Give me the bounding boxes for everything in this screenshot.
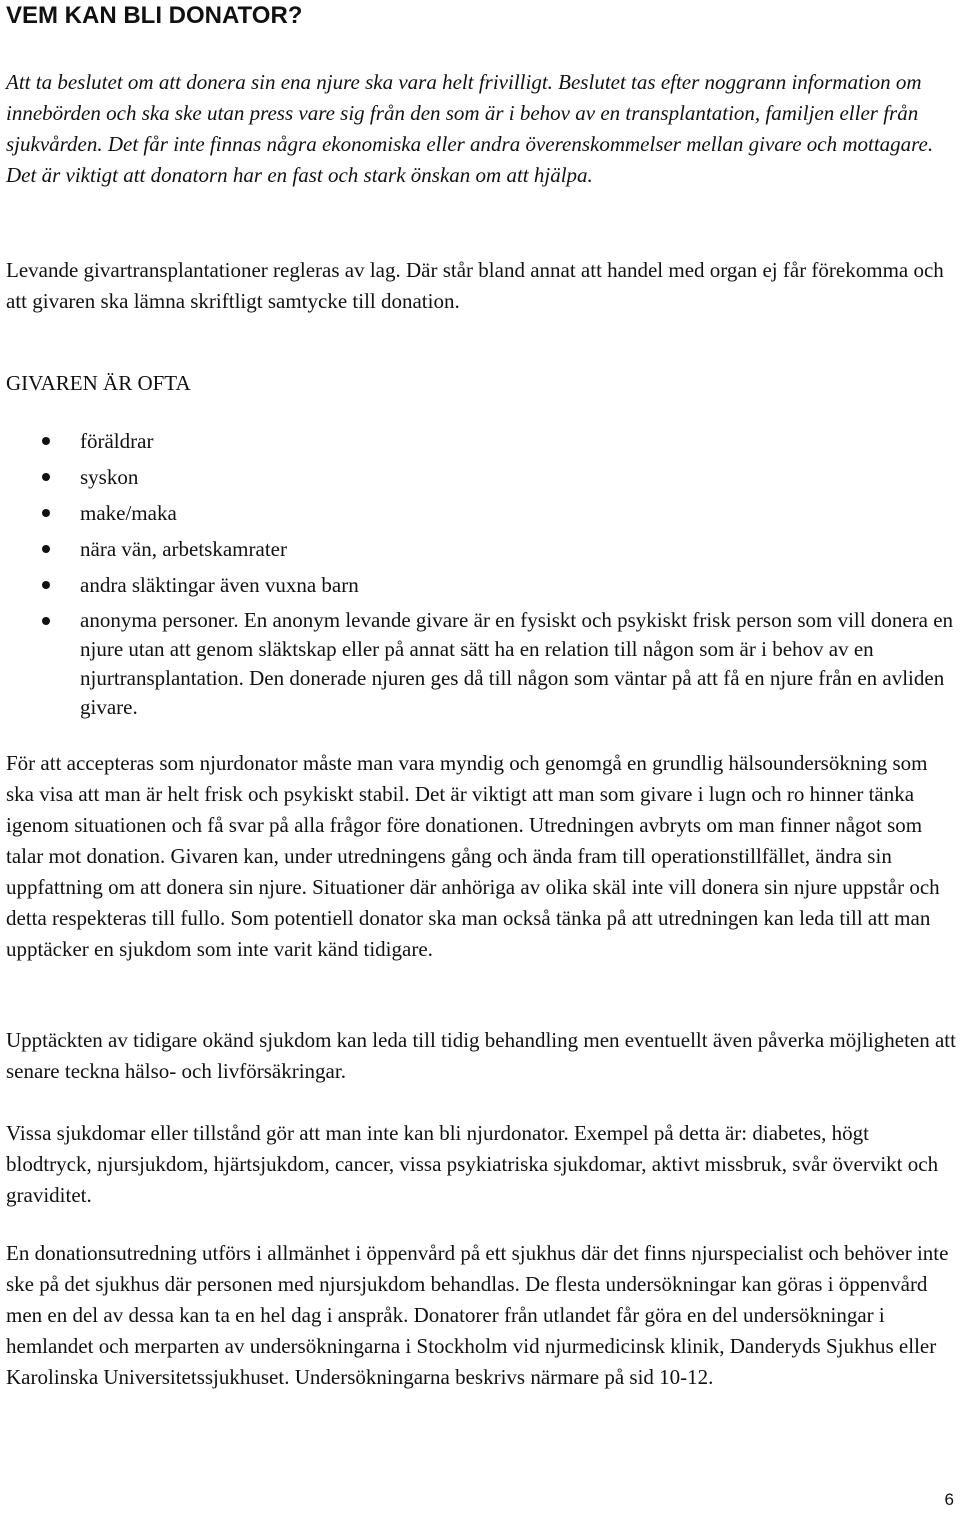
- list-item: anonyma personer. En anonym levande givare är en fysiskt och psykiskt frisk person som vill donera en njure utan att genom släktskap eller på annat sätt ha en relation till någon som är i behov av en njurtransplantation. Den donerade njuren ges då till någon som väntar på att få en njure från en avliden givare.: [6, 606, 958, 722]
- body-paragraph: En donationsutredning utförs i allmänhet i öppenvård på ett sjukhus där det finns njurspecialist och behöver inte ske på det sjukhus där personen med njursjukdom behandlas. De flesta undersökningar kan göras i öppenvård men en del av dessa kan ta en hel dag i anspråk. Donatorer från utlandet får göra en del undersökningar i hemlandet och merparten av undersökningarna i Stockholm vid njurmedicinsk klinik, Danderyds Sjukhus eller Karolinska Universitetssjukhuset. Undersökningarna beskrivs närmare på sid 10-12.: [6, 1241, 949, 1389]
- page-number: 6: [944, 1490, 954, 1509]
- bullet-icon: [42, 437, 50, 445]
- list-item: andra släktingar även vuxna barn: [6, 567, 958, 603]
- givers-list: [6, 423, 958, 722]
- body-paragraph: För att accepteras som njurdonator måste man vara myndig och genomgå en grundlig hälsoundersökning som ska visa att man är helt frisk och psykiskt stabil. Det är viktigt att man som givare i lugn och ro hinner tänka igenom situationen och få svar på alla frågor före donationen. Utredningen avbryts om man finner något som talar mot donation. Givaren kan, under utredningens gång och ända fram till operationstillfället, ändra sin uppfattning om att donera sin njure. Situationer där anhöriga av olika skäl inte vill donera sin njure uppstår och detta respekteras till fullo. Som potentiell donator ska man också tänka på att utredningen kan leda till att man upptäcker en sjukdom som inte varit känd tidigare.: [6, 751, 940, 961]
- body-paragraph: Upptäckten av tidigare okänd sjukdom kan leda till tidig behandling men eventuellt även påverka möjligheten att senare teckna hälso- och livförsäkringar.: [6, 1028, 956, 1083]
- bullet-icon: [42, 545, 50, 553]
- bullet-icon: [42, 581, 50, 589]
- givers-heading: GIVAREN ÄR OFTA: [6, 371, 191, 395]
- bullet-icon: [42, 617, 50, 625]
- list-item: make/maka: [6, 495, 958, 531]
- intro-paragraph: Att ta beslutet om att donera sin ena njure ska vara helt frivilligt. Beslutet tas efter noggrann information om innebörden och ska ske utan press vare sig från den som är i behov av en transplantation, familjen eller från sjukvården. Det får inte finnas några ekonomiska eller andra överenskommelser mellan givare och mottagare. Det är viktigt att donatorn har en fast och stark önskan om att hjälpa.: [6, 70, 934, 187]
- bullet-icon: [42, 509, 50, 517]
- list-item: nära vän, arbetskamrater: [6, 531, 958, 567]
- list-item: syskon: [6, 459, 958, 495]
- list-item: föräldrar: [6, 423, 958, 459]
- law-paragraph: Levande givartransplantationer regleras av lag. Där står bland annat att handel med organ ej får förekomma och att givaren ska lämna skriftligt samtycke till donation.: [6, 258, 944, 313]
- body-paragraph: Vissa sjukdomar eller tillstånd gör att man inte kan bli njurdonator. Exempel på detta är: diabetes, högt blodtryck, njursjukdom, hjärtsjukdom, cancer, vissa psykiatriska sjukdomar, aktivt missbruk, svår övervikt och graviditet.: [6, 1121, 939, 1207]
- bullet-icon: [42, 473, 50, 481]
- page-title: VEM KAN BLI DONATOR?: [6, 2, 303, 29]
